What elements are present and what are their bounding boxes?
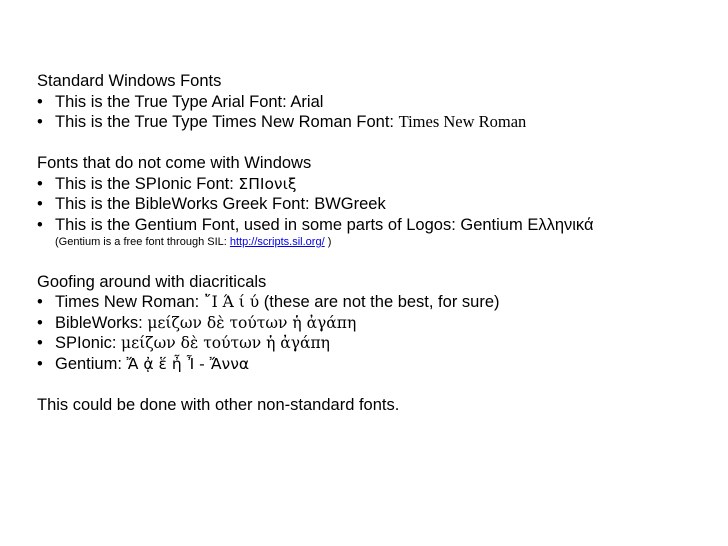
sil-link[interactable]: http://scripts.sil.org/ — [229, 236, 325, 248]
bullet-icon: • — [37, 195, 43, 213]
list-item-text: This is the Gentium Font, used in some parts of Logos: — [55, 215, 461, 234]
greek-sample-times: ῎Ι Ά ί ύ — [203, 293, 260, 311]
list-item-arial — [37, 92, 717, 113]
font-sample-times: Times New Roman — [398, 112, 527, 131]
list-item-label: Times New Roman: — [55, 293, 204, 311]
bullet-icon: • — [37, 334, 43, 352]
note-suffix: ) — [324, 236, 332, 248]
list-item-label: SPIonic: — [55, 334, 122, 352]
list-item-label: Gentium: — [55, 354, 127, 373]
bullet-icon: • — [37, 313, 43, 332]
section-heading-non-windows-fonts: Fonts that do not come with Windows — [37, 154, 312, 172]
section-heading-diacriticals: Goofing around with diacriticals — [37, 272, 267, 291]
list-item-text: This is the SPIonic Font: — [55, 174, 239, 193]
slide-content — [37, 71, 717, 415]
bullet-icon: • — [37, 92, 43, 111]
list-item-text: This is the True Type Arial Font: — [55, 92, 291, 111]
font-sample-gentium: Gentium Ελληνικά — [460, 215, 594, 234]
list-item-diacritic-gentium — [37, 354, 717, 375]
font-sample-spionic: ΣΠΙονιξ — [238, 174, 297, 193]
list-item-gentium — [37, 215, 717, 236]
list-item-label: BibleWorks: — [55, 313, 148, 332]
list-item-diacritic-spionic — [37, 333, 717, 354]
list-item-spionic — [37, 174, 717, 195]
list-item-text: This is the BibleWorks Greek Font: — [55, 195, 315, 213]
bullet-icon: • — [37, 354, 43, 373]
list-item-text: (these are not the best, for sure) — [259, 293, 500, 311]
greek-sample-gentium: Ἄ ᾀ ἕ ἦ Ἶ - Ἄννα — [126, 354, 250, 373]
spacer — [37, 374, 717, 395]
note-prefix: (Gentium is a free font through SIL: — [55, 236, 230, 248]
gentium-note — [37, 235, 717, 251]
spacer — [37, 133, 717, 154]
bullet-icon: • — [37, 113, 43, 131]
greek-sample-spionic: μείζων δὲ τούτων ἡ ἀγάπη — [121, 334, 330, 352]
spacer — [37, 251, 717, 272]
list-item-bwgreek — [37, 194, 717, 215]
font-sample-bwgreek: BWGreek — [314, 195, 386, 213]
list-item-diacritic-times — [37, 292, 717, 313]
list-item-diacritic-bibleworks — [37, 313, 717, 334]
greek-sample-bibleworks: μείζων δὲ τούτων ἡ ἀγάπη — [147, 313, 357, 332]
list-item-times — [37, 112, 717, 133]
bullet-icon: • — [37, 215, 43, 234]
bullet-icon: • — [37, 174, 43, 193]
font-sample-arial: Arial — [290, 92, 324, 111]
list-item-text: This is the True Type Times New Roman Font: — [55, 113, 399, 131]
closing-text: This could be done with other non-standard fonts. — [37, 395, 400, 414]
bullet-icon: • — [37, 293, 43, 311]
section-heading-standard-fonts: Standard Windows Fonts — [37, 72, 222, 90]
